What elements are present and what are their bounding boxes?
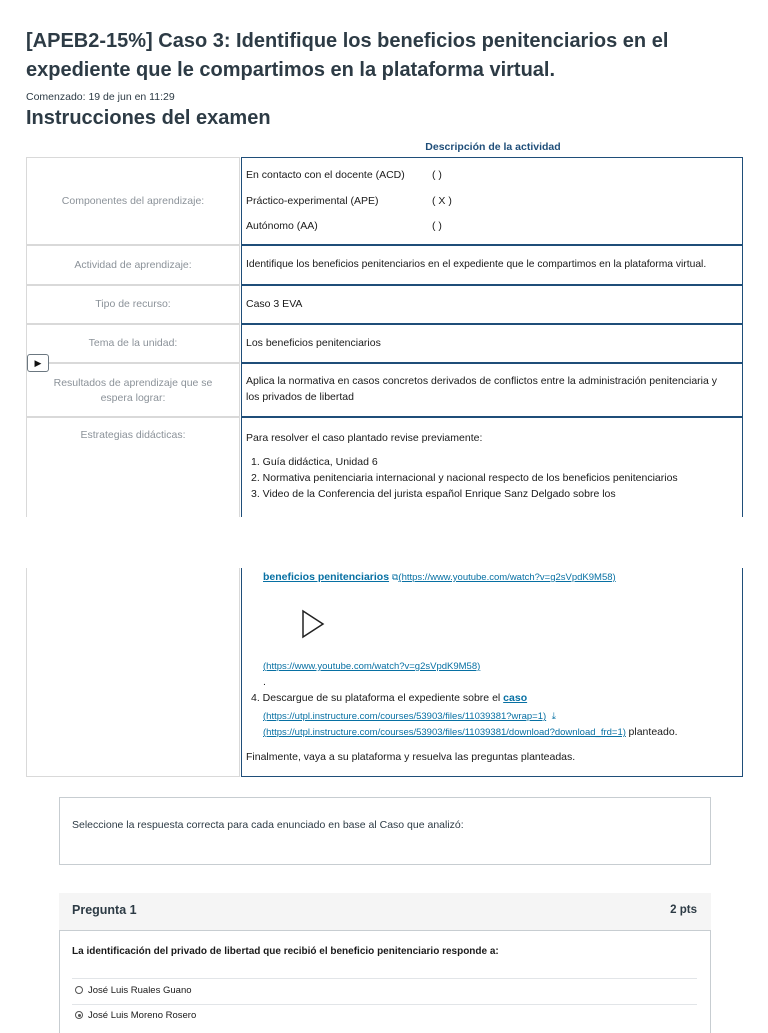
answer-option-2-label: José Luis Moreno Rosero [88, 1010, 197, 1021]
answer-option-1-label: José Luis Ruales Guano [88, 985, 192, 996]
strategy-item-1: 1. Guía didáctica, Unidad 6 [251, 456, 378, 468]
external-link-icon: ⧉ [391, 572, 399, 582]
strategy-item-2: 2. Normativa penitenciaria internacional y nacional respecto de los beneficios penitenciarios [251, 472, 678, 484]
radio-option-1[interactable] [75, 986, 83, 994]
page-title: [APEB2-15%] Caso 3: Identifique los beneficios penitenciarios en el expediente que le compartimos en la plataforma virtual. [26, 30, 669, 81]
page-break [0, 517, 768, 568]
component-ape-mark: ( X ) [432, 195, 452, 207]
components-label: Componentes del aprendizaje: [26, 157, 240, 245]
answer-option-1[interactable] [75, 985, 192, 996]
component-ape: Práctico-experimental (APE) [246, 195, 379, 207]
video-url-link[interactable]: (https://www.youtube.com/watch?v=g2sVpdK9M58) [398, 572, 616, 583]
learning-outcomes-label-line2: espera lograr: [100, 392, 166, 404]
radio-option-2[interactable] [75, 1011, 83, 1019]
option-divider [72, 978, 697, 979]
started-timestamp: Comenzado: 19 de jun en 11:29 [26, 91, 175, 103]
question-points: 2 pts [670, 904, 697, 916]
unit-topic-value: Los beneficios penitenciarios [241, 324, 743, 363]
strategy-item-3: 3. Video de la Conferencia del jurista español Enrique Sanz Delgado sobre los [251, 488, 616, 500]
component-acd-mark: ( ) [432, 169, 442, 181]
strategy-item-4-prefix: 4. Descargue de su plataforma el expediente sobre el [251, 692, 501, 704]
strategies-intro: Para resolver el caso plantado revise previamente: [246, 432, 483, 444]
unit-topic-label: Tema de la unidad: [26, 324, 240, 363]
activity-description-heading: Descripción de la actividad [425, 141, 561, 153]
dot: . [263, 676, 266, 688]
strategies-final: Finalmente, vaya a su plataforma y resuelva las preguntas planteadas. [246, 751, 576, 763]
answer-option-2[interactable] [75, 1010, 196, 1021]
strategies-value [241, 417, 743, 777]
resource-type-value: Caso 3 EVA [241, 285, 743, 324]
instructions-heading: Instrucciones del examen [26, 107, 271, 129]
question-text: La identificación del privado de libertad que recibió el beneficio penitenciario responde a: [72, 946, 499, 957]
learning-outcomes-value [241, 363, 743, 417]
video-play-icon[interactable] [300, 609, 326, 639]
case-url-link[interactable]: (https://utpl.instructure.com/courses/53903/files/11039381?wrap=1) [263, 711, 547, 722]
question-header [59, 893, 711, 931]
component-aa: Autónomo (AA) [246, 220, 318, 232]
learning-outcomes-line1: Aplica la normativa en casos concretos derivados de conflictos entre la administración penitenciaria y [246, 375, 717, 387]
instructions-prompt: Seleccione la respuesta correcta para cada enunciado en base al Caso que analizó: [72, 819, 464, 831]
play-icon[interactable]: ▶ [27, 354, 49, 372]
option-divider-2 [72, 1004, 697, 1005]
video-link-line [263, 571, 616, 583]
learning-outcomes-line2: los privados de libertad [246, 391, 354, 403]
learning-outcomes-label [26, 363, 240, 417]
strategies-label [26, 417, 240, 777]
video-title-link[interactable]: beneficios penitenciarios [263, 571, 390, 583]
case-link[interactable]: caso [503, 692, 528, 704]
case-url-line-1 [263, 711, 556, 722]
components-value [241, 157, 743, 245]
question-title: Pregunta 1 [72, 903, 137, 917]
case-download-link[interactable]: (https://utpl.instructure.com/courses/53903/files/11039381/download?download_frd=1) [263, 727, 626, 738]
strategies-label-text: Estrategias didácticas: [80, 429, 186, 441]
instructions-prompt-box [59, 797, 711, 865]
strategy-item-4 [251, 692, 527, 704]
case-url-line-2 [263, 726, 678, 738]
video-url-link-2-wrap [263, 661, 480, 672]
case-suffix: planteado. [628, 726, 678, 738]
video-url-link-2[interactable]: (https://www.youtube.com/watch?v=g2sVpdK9M58) [263, 661, 481, 672]
activity-value: Identifique los beneficios penitenciarios en el expediente que le compartimos en la plataforma virtual. [241, 245, 743, 285]
component-aa-mark: ( ) [432, 220, 442, 232]
learning-outcomes-label-line1: Resultados de aprendizaje que se [53, 377, 213, 389]
download-icon[interactable]: ⤓ [551, 711, 556, 722]
resource-type-label: Tipo de recurso: [26, 285, 240, 324]
component-acd: En contacto con el docente (ACD) [246, 169, 405, 181]
activity-label: Actividad de aprendizaje: [26, 245, 240, 285]
